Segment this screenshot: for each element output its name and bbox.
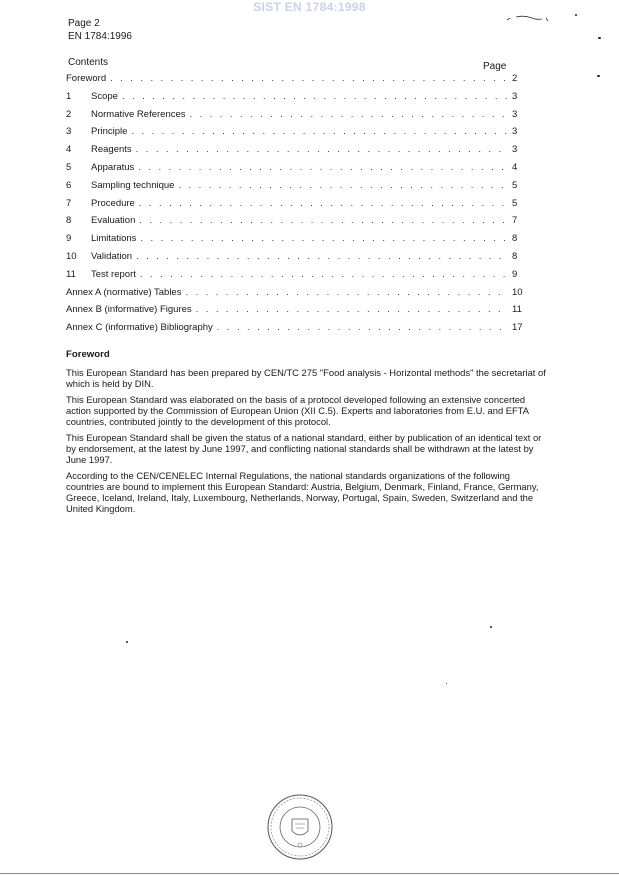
foreword-paragraph: This European Standard shall be given the status of a national standard, either by publication of an identical text or by endorsement, at the latest by June 1997, and conflicting national standards shall be withdrawn at the latest by June 1997.: [66, 432, 542, 465]
scan-speck: [575, 14, 577, 16]
toc-entry: [66, 233, 528, 251]
toc-entry-number: 1: [66, 90, 72, 102]
scan-speck: [126, 641, 128, 643]
toc-entry-title: Annex A (normative) Tables: [66, 286, 182, 298]
toc-entry: [66, 180, 528, 198]
scan-speck: [597, 75, 600, 77]
table-of-contents: [66, 73, 528, 340]
toc-entry-page: 9: [512, 268, 518, 280]
toc-leader-dots: [140, 233, 508, 244]
toc-entry-page: 3: [512, 126, 518, 138]
toc-entry: [66, 322, 528, 340]
scan-mark: [506, 9, 550, 17]
toc-leader-dots: [110, 73, 508, 84]
toc-entry-page: 3: [512, 144, 518, 156]
toc-leader-dots: [185, 287, 508, 298]
toc-entry: [66, 109, 528, 127]
toc-entry-number: 7: [66, 197, 72, 209]
toc-entry-page: 10: [512, 286, 523, 298]
toc-entry-page: 17: [512, 322, 523, 334]
toc-entry-page: 2: [512, 73, 518, 84]
toc-leader-dots: [122, 91, 508, 102]
foreword-section: [66, 349, 546, 519]
toc-entry-number: 10: [66, 250, 77, 262]
toc-entry-number: 3: [66, 126, 72, 138]
toc-entry: [66, 91, 528, 109]
toc-leader-dots: [190, 109, 508, 120]
toc-leader-dots: [136, 144, 508, 155]
toc-entry-title: Principle: [91, 126, 128, 138]
page-header: [68, 17, 132, 43]
toc-entry-number: 11: [66, 268, 76, 280]
toc-entry-title: Normative References: [91, 108, 186, 120]
toc-entry-title: Limitations: [91, 233, 137, 245]
toc-entry-number: 4: [66, 144, 72, 156]
scan-speck: [490, 626, 492, 628]
contents-title: Contents: [68, 57, 109, 68]
toc-entry: [66, 162, 528, 180]
toc-page-header: Page: [483, 61, 507, 72]
toc-leader-dots: [136, 251, 508, 262]
toc-entry: [66, 269, 528, 287]
scan-speck: [598, 37, 601, 39]
toc-entry: [66, 215, 528, 233]
seal-stamp: [266, 793, 334, 861]
toc-entry-title: Evaluation: [91, 215, 136, 227]
toc-entry-page: 3: [512, 90, 518, 102]
toc-entry-page: 3: [512, 108, 518, 120]
toc-leader-dots: [140, 269, 508, 280]
toc-entry: [66, 251, 528, 269]
toc-entry-title: Sampling technique: [91, 179, 175, 191]
toc-entry-title: Validation: [91, 250, 133, 262]
foreword-paragraph: This European Standard has been prepared by CEN/TC 275 "Food analysis - Horizontal methods" the secretariat of which is held by DIN.: [66, 367, 546, 389]
toc-entry-title: Reagents: [91, 144, 132, 156]
toc-entry-number: 9: [66, 233, 72, 245]
toc-leader-dots: [196, 304, 508, 315]
scan-speck: [446, 683, 447, 684]
toc-entry-title: Procedure: [91, 197, 135, 209]
toc-entry: [66, 198, 528, 216]
foreword-paragraph: According to the CEN/CENELEC Internal Regulations, the national standards organizations of the following countries are bound to implement this European Standard: Austria, Belgium, Denmark, Finland, France, Germany, Greece, Iceland, Ireland, Italy, Luxembourg, Netherlands, Norway, Portugal, Spain, Sweden, Switzerland and the United Kingdom.: [66, 470, 539, 514]
foreword-paragraph: This European Standard was elaborated on the basis of a protocol developed following an extensive concerted action supported by the Commission of European Union (XII C.5). Experts and laboratories from E.U. and EFTA countries, contributed jointly to the development of this protocol.: [66, 394, 529, 427]
page-border: [0, 873, 619, 874]
toc-entry-number: 8: [66, 215, 72, 227]
toc-entry: [66, 73, 528, 91]
toc-entry-page: 8: [512, 250, 518, 262]
watermark: SIST EN 1784:1998: [253, 0, 366, 14]
toc-entry-page: 5: [512, 179, 518, 191]
toc-leader-dots: [139, 215, 508, 226]
toc-entry: [66, 304, 528, 322]
toc-entry-title: Apparatus: [91, 161, 135, 173]
toc-entry-page: 11: [512, 304, 522, 316]
toc-entry-title: Annex B (informative) Figures: [66, 304, 192, 316]
toc-entry-number: 2: [66, 108, 72, 120]
toc-leader-dots: [131, 126, 508, 137]
toc-entry-title: Test report: [91, 268, 136, 280]
toc-entry: [66, 287, 528, 305]
toc-entry-page: 5: [512, 197, 518, 209]
toc-entry-title: Annex C (informative) Bibliography: [66, 322, 213, 334]
toc-leader-dots: [138, 162, 508, 173]
toc-entry-page: 8: [512, 233, 518, 245]
toc-entry: [66, 144, 528, 162]
toc-entry-title: Scope: [91, 90, 118, 102]
toc-entry-page: 7: [512, 215, 518, 227]
toc-leader-dots: [178, 180, 508, 191]
toc-entry: [66, 126, 528, 144]
foreword-heading: Foreword: [66, 349, 110, 360]
toc-leader-dots: [139, 198, 508, 209]
toc-entry-number: 5: [66, 161, 72, 173]
toc-entry-title: Foreword: [66, 73, 107, 84]
standard-id: EN 1784:1996: [68, 31, 132, 42]
toc-entry-page: 4: [512, 161, 518, 173]
page-number: Page 2: [68, 18, 100, 29]
toc-leader-dots: [217, 322, 508, 333]
toc-entry-number: 6: [66, 179, 72, 191]
